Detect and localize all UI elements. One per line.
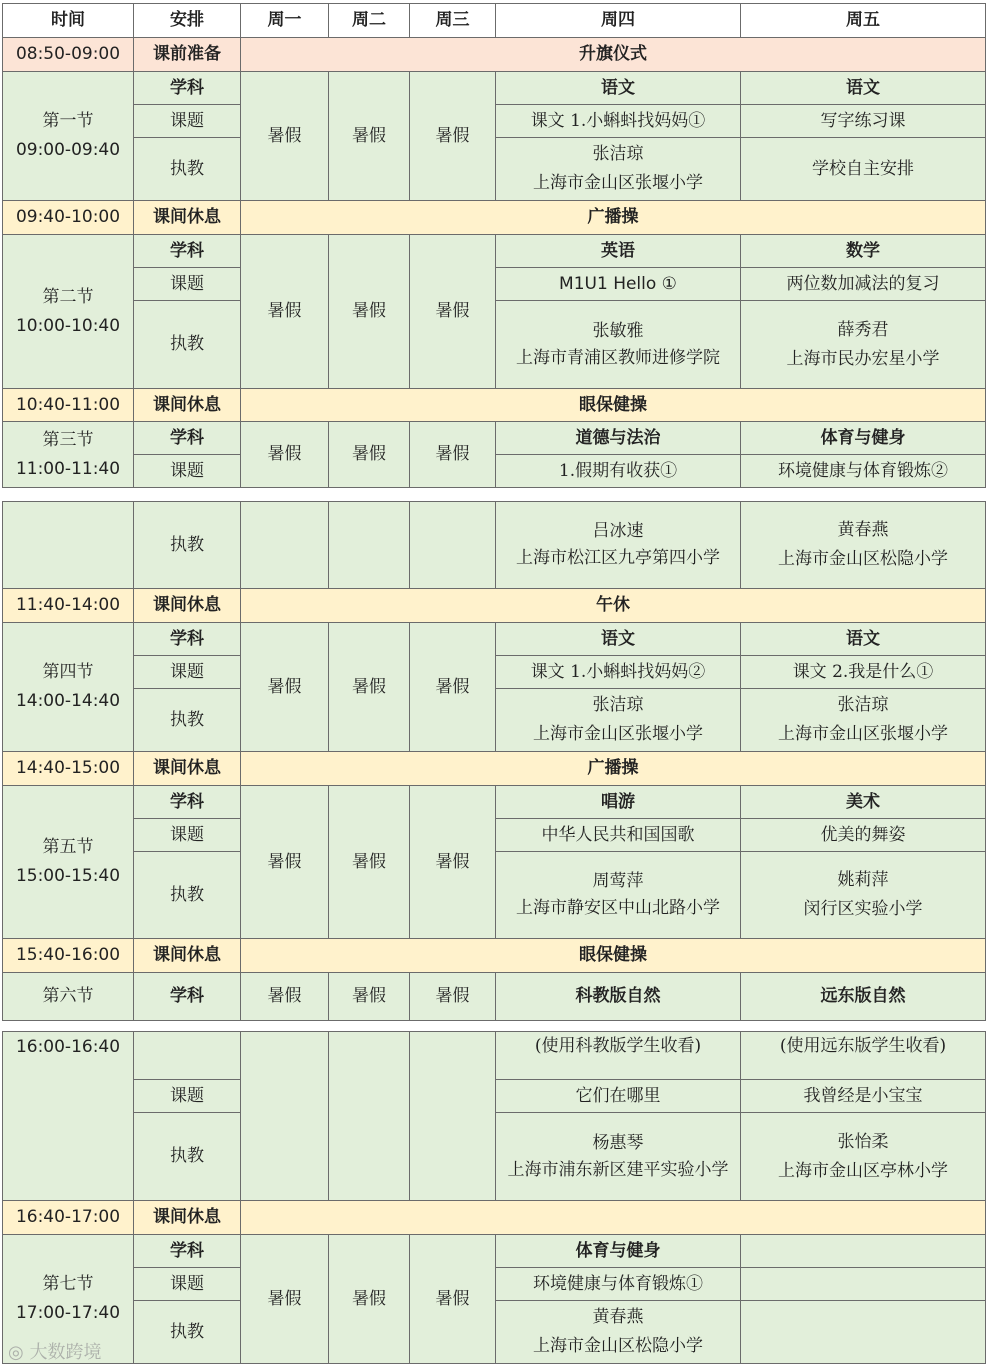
p7-thu-teacher-school: 上海市金山区松隐小学 xyxy=(533,1336,703,1356)
p2-teacher-label: 执教 xyxy=(134,301,241,389)
p5-subject-row xyxy=(3,786,986,819)
p6-mon: 暑假 xyxy=(241,973,329,1021)
p6-fri-note: (使用远东版学生收看) xyxy=(741,1032,986,1080)
schedule-table-part-2 xyxy=(2,501,986,1021)
p7-name: 第七节 xyxy=(42,1274,94,1294)
p2-thu-topic: M1U1 Hello ① xyxy=(496,268,741,301)
p2-period xyxy=(3,235,134,389)
p6-note-label-empty xyxy=(134,1032,241,1080)
p2-fri-teacher xyxy=(741,301,986,389)
p3-subject-row xyxy=(3,422,986,455)
p4-subject-label: 学科 xyxy=(134,623,241,656)
p6-thu-subject: 科教版自然 xyxy=(496,973,741,1021)
p2-fri-topic: 两位数加减法的复习 xyxy=(741,268,986,301)
p2-thu-teacher-name: 张敏雅 xyxy=(592,320,644,341)
break-6-event xyxy=(241,1201,986,1235)
p1-teacher-label: 执教 xyxy=(134,138,241,201)
p3-time: 11:00-11:40 xyxy=(15,458,121,479)
p1-fri-subject: 语文 xyxy=(741,72,986,105)
p2-fri-teacher-school: 上海市民办宏星小学 xyxy=(786,348,940,369)
watermark xyxy=(8,1338,101,1364)
p5-thu-topic: 中华人民共和国国歌 xyxy=(496,819,741,852)
p4-thu-teacher xyxy=(496,689,741,752)
p5-fri-teacher-school: 闵行区实验小学 xyxy=(803,899,923,919)
break-6-label: 课间休息 xyxy=(134,1201,241,1235)
p5-fri-teacher-name: 姚莉萍 xyxy=(837,870,889,890)
p5-thu-teacher-name: 周莺萍 xyxy=(592,871,644,891)
p3-subject-label: 学科 xyxy=(134,422,241,455)
schedule-table-part-1 xyxy=(2,3,986,488)
p3-tue: 暑假 xyxy=(329,422,410,488)
p1-thu-teacher-school: 上海市金山区张堰小学 xyxy=(533,173,703,193)
p7-thu-topic: 环境健康与体育锻炼① xyxy=(496,1268,741,1301)
watermark-text: 大数跨境 xyxy=(29,1342,102,1363)
p7-fri-teacher xyxy=(741,1301,986,1364)
break-2-label: 课间休息 xyxy=(134,389,241,422)
p2-thu-subject: 英语 xyxy=(496,235,741,268)
p1-subject-label: 学科 xyxy=(134,72,241,105)
p6-time: 16:00-16:40 xyxy=(3,1032,134,1201)
p6-fri-teacher-name: 张怡柔 xyxy=(837,1131,889,1152)
p4-wed: 暑假 xyxy=(410,623,496,752)
p5-fri-teacher xyxy=(741,852,986,939)
p1-wed: 暑假 xyxy=(410,72,496,201)
p3-thu-topic: 1.假期有收获① xyxy=(496,455,741,488)
p3-thu-teacher xyxy=(496,502,741,589)
break-5-time: 15:40-16:00 xyxy=(3,939,134,973)
p1-topic-label: 课题 xyxy=(134,105,241,138)
p4-topic-label: 课题 xyxy=(134,656,241,689)
p7-thu-teacher-name: 黄春燕 xyxy=(592,1307,644,1327)
p3-mon: 暑假 xyxy=(241,422,329,488)
p1-fri-teacher: 学校自主安排 xyxy=(741,138,986,201)
p5-tue: 暑假 xyxy=(329,786,410,939)
p1-subject-row xyxy=(3,72,986,105)
p2-wed: 暑假 xyxy=(410,235,496,389)
break-4-time: 14:40-15:00 xyxy=(3,752,134,786)
pre-time: 08:50-09:00 xyxy=(3,38,134,72)
p7-subject-label: 学科 xyxy=(134,1235,241,1268)
p2-thu-teacher xyxy=(496,301,741,389)
break-5-label: 课间休息 xyxy=(134,939,241,973)
p2-name: 第二节 xyxy=(42,286,94,307)
p6-wed: 暑假 xyxy=(410,973,496,1021)
break-6-time: 16:40-17:00 xyxy=(3,1201,134,1235)
p3-period-cont xyxy=(3,502,134,589)
p1-name: 第一节 xyxy=(42,111,94,131)
pre-class-row xyxy=(3,38,986,72)
p5-wed: 暑假 xyxy=(410,786,496,939)
p4-fri-teacher-name: 张洁琼 xyxy=(837,695,889,715)
p7-tue: 暑假 xyxy=(329,1235,410,1364)
break-3-time: 11:40-14:00 xyxy=(3,589,134,623)
p7-wed: 暑假 xyxy=(410,1235,496,1364)
header-fri: 周五 xyxy=(741,4,986,38)
p3-tue-cont xyxy=(329,502,410,589)
p6-topic-label: 课题 xyxy=(134,1080,241,1113)
p2-mon: 暑假 xyxy=(241,235,329,389)
p4-thu-teacher-school: 上海市金山区张堰小学 xyxy=(533,724,703,744)
p2-subject-row xyxy=(3,235,986,268)
p6-fri-subject: 远东版自然 xyxy=(741,973,986,1021)
p5-fri-subject: 美术 xyxy=(741,786,986,819)
p4-mon: 暑假 xyxy=(241,623,329,752)
p6-thu-teacher xyxy=(496,1113,741,1201)
p2-thu-teacher-school: 上海市青浦区教师进修学院 xyxy=(516,347,720,368)
break-2-row xyxy=(3,389,986,422)
p5-thu-subject: 唱游 xyxy=(496,786,741,819)
p7-mon: 暑假 xyxy=(241,1235,329,1364)
p5-topic-label: 课题 xyxy=(134,819,241,852)
header-tue: 周二 xyxy=(329,4,410,38)
p2-topic-label: 课题 xyxy=(134,268,241,301)
p7-topic-label: 课题 xyxy=(134,1268,241,1301)
p5-time: 15:00-15:40 xyxy=(15,866,121,886)
p6-thu-teacher-name: 杨惠琴 xyxy=(592,1132,644,1153)
p6-thu-topic: 它们在哪里 xyxy=(496,1080,741,1113)
p1-thu-subject: 语文 xyxy=(496,72,741,105)
break-4-row xyxy=(3,752,986,786)
break-2-time: 10:40-11:00 xyxy=(3,389,134,422)
p2-fri-teacher-name: 薛秀君 xyxy=(837,319,889,340)
p1-fri-topic: 写字练习课 xyxy=(741,105,986,138)
break-1-time: 09:40-10:00 xyxy=(3,201,134,235)
p6-subject-row xyxy=(3,973,986,1021)
watermark-icon: ◎ xyxy=(8,1342,24,1363)
p5-period xyxy=(3,786,134,939)
p4-fri-teacher-school: 上海市金山区张堰小学 xyxy=(778,724,948,744)
p3-fri-teacher xyxy=(741,502,986,589)
p7-thu-subject: 体育与健身 xyxy=(496,1235,741,1268)
p4-time: 14:00-14:40 xyxy=(15,691,121,711)
p1-thu-teacher-name: 张洁琼 xyxy=(592,144,644,164)
p3-fri-teacher-school: 上海市金山区松隐小学 xyxy=(778,549,948,569)
header-arrange: 安排 xyxy=(134,4,241,38)
p3-wed: 暑假 xyxy=(410,422,496,488)
p5-mon: 暑假 xyxy=(241,786,329,939)
p1-time: 09:00-09:40 xyxy=(15,140,121,160)
p3-thu-teacher-name: 吕冰速 xyxy=(592,521,644,541)
header-thu: 周四 xyxy=(496,4,741,38)
p3-fri-topic: 环境健康与体育锻炼② xyxy=(741,455,986,488)
p1-thu-topic: 课文 1.小蝌蚪找妈妈① xyxy=(496,105,741,138)
p3-teacher-row xyxy=(3,502,986,589)
p3-topic-label: 课题 xyxy=(134,455,241,488)
p3-mon-cont xyxy=(241,502,329,589)
header-row xyxy=(3,4,986,38)
header-mon: 周一 xyxy=(241,4,329,38)
p2-subject-label: 学科 xyxy=(134,235,241,268)
break-3-label: 课间休息 xyxy=(134,589,241,623)
p5-subject-label: 学科 xyxy=(134,786,241,819)
p6-name: 第六节 xyxy=(3,973,134,1021)
p6-fri-teacher xyxy=(741,1113,986,1201)
p7-thu-teacher xyxy=(496,1301,741,1364)
break-6-row xyxy=(3,1201,986,1235)
break-1-row xyxy=(3,201,986,235)
p1-period xyxy=(3,72,134,201)
p7-time: 17:00-17:40 xyxy=(15,1303,121,1323)
p5-thu-teacher-school: 上海市静安区中山北路小学 xyxy=(516,898,720,918)
p4-fri-teacher xyxy=(741,689,986,752)
p7-fri-topic xyxy=(741,1268,986,1301)
header-time: 时间 xyxy=(3,4,134,38)
p4-period xyxy=(3,623,134,752)
p2-tue: 暑假 xyxy=(329,235,410,389)
header-wed: 周三 xyxy=(410,4,496,38)
p3-period xyxy=(3,422,134,488)
p6-tue-cont xyxy=(329,1032,410,1201)
p2-time: 10:00-10:40 xyxy=(15,315,121,336)
p6-mon-cont xyxy=(241,1032,329,1201)
p6-teacher-label: 执教 xyxy=(134,1113,241,1201)
p4-thu-teacher-name: 张洁琼 xyxy=(592,695,644,715)
p6-thu-teacher-school: 上海市浦东新区建平实验小学 xyxy=(507,1159,729,1180)
p3-name: 第三节 xyxy=(42,429,94,450)
p5-thu-teacher xyxy=(496,852,741,939)
p2-fri-subject: 数学 xyxy=(741,235,986,268)
p6-fri-topic: 我曾经是小宝宝 xyxy=(741,1080,986,1113)
p4-tue: 暑假 xyxy=(329,623,410,752)
break-4-label: 课间休息 xyxy=(134,752,241,786)
break-2-event: 眼保健操 xyxy=(241,389,986,422)
p6-note-row xyxy=(3,1032,986,1080)
break-1-event: 广播操 xyxy=(241,201,986,235)
p6-fri-teacher-school: 上海市金山区亭林小学 xyxy=(778,1160,948,1181)
p5-name: 第五节 xyxy=(42,837,94,857)
p4-thu-topic: 课文 1.小蝌蚪找妈妈② xyxy=(496,656,741,689)
p3-thu-subject: 道德与法治 xyxy=(496,422,741,455)
p5-teacher-label: 执教 xyxy=(134,852,241,939)
p4-subject-row xyxy=(3,623,986,656)
p6-subject-label: 学科 xyxy=(134,973,241,1021)
break-1-label: 课间休息 xyxy=(134,201,241,235)
p5-fri-topic: 优美的舞姿 xyxy=(741,819,986,852)
p7-fri-subject xyxy=(741,1235,986,1268)
p1-thu-teacher xyxy=(496,138,741,201)
p3-fri-teacher-name: 黄春燕 xyxy=(837,520,889,540)
p4-thu-subject: 语文 xyxy=(496,623,741,656)
break-3-row xyxy=(3,589,986,623)
p3-teacher-label: 执教 xyxy=(134,502,241,589)
p4-name: 第四节 xyxy=(42,662,94,682)
p3-thu-teacher-school: 上海市松江区九亭第四小学 xyxy=(516,548,720,568)
p1-tue: 暑假 xyxy=(329,72,410,201)
p3-wed-cont xyxy=(410,502,496,589)
p7-subject-row xyxy=(3,1235,986,1268)
break-5-event: 眼保健操 xyxy=(241,939,986,973)
p1-mon: 暑假 xyxy=(241,72,329,201)
pre-label: 课前准备 xyxy=(134,38,241,72)
break-4-event: 广播操 xyxy=(241,752,986,786)
p6-thu-note: (使用科教版学生收看) xyxy=(496,1032,741,1080)
p6-tue: 暑假 xyxy=(329,973,410,1021)
p4-teacher-label: 执教 xyxy=(134,689,241,752)
break-5-row xyxy=(3,939,986,973)
p6-wed-cont xyxy=(410,1032,496,1201)
pre-event: 升旗仪式 xyxy=(241,38,986,72)
p4-fri-subject: 语文 xyxy=(741,623,986,656)
schedule-table-part-3 xyxy=(2,1031,986,1364)
p4-fri-topic: 课文 2.我是什么① xyxy=(741,656,986,689)
break-3-event: 午休 xyxy=(241,589,986,623)
p3-fri-subject: 体育与健身 xyxy=(741,422,986,455)
p7-teacher-label: 执教 xyxy=(134,1301,241,1364)
